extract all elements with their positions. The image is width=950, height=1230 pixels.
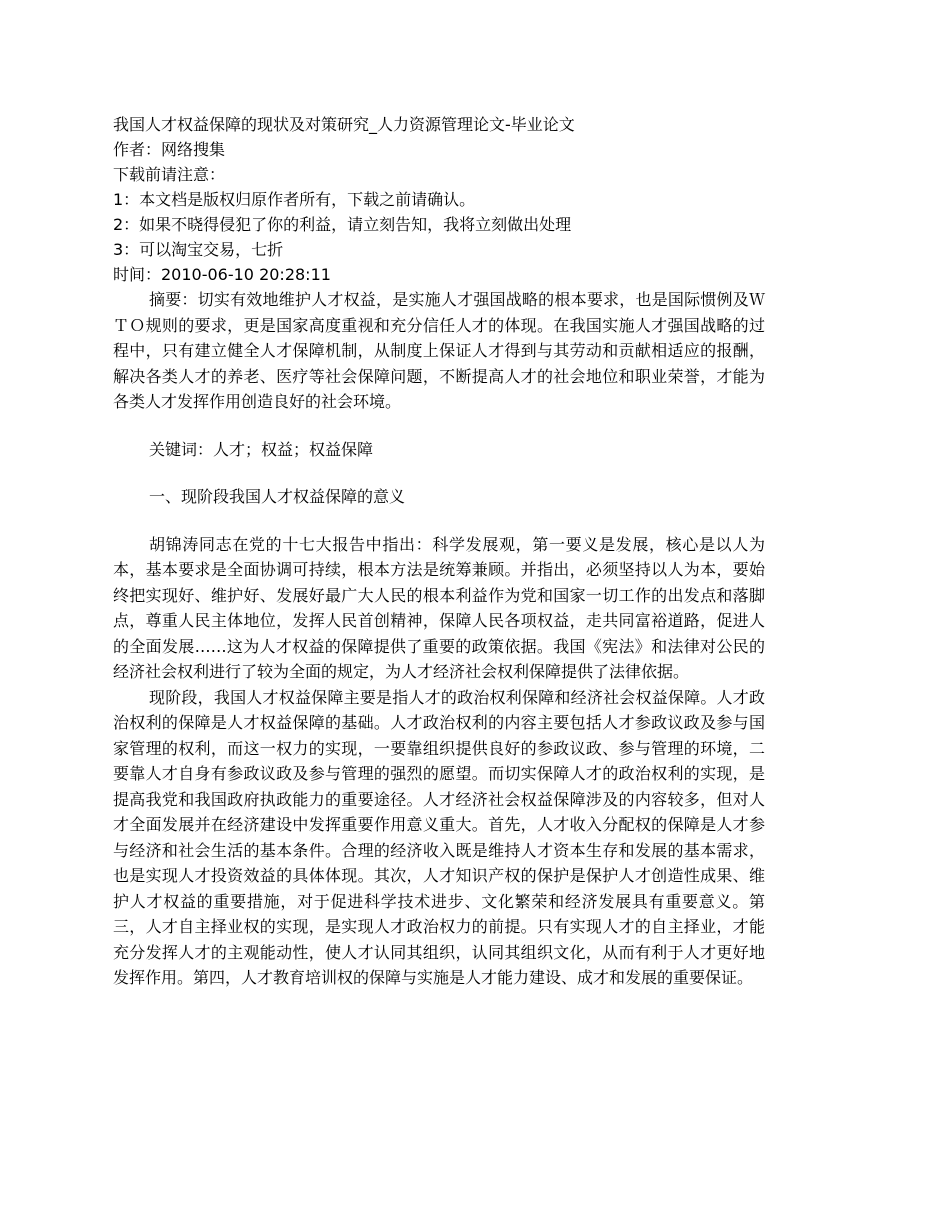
- notice-heading: 下载前请注意：: [113, 165, 226, 184]
- notice-item-1: 1：本文档是版权归原作者所有，下载之前请确认。: [113, 190, 476, 209]
- keywords-line: 关键词：人才；权益；权益保障: [149, 439, 374, 459]
- document-title: 我国人才权益保障的现状及对策研究_人力资源管理论文-毕业论文: [113, 115, 575, 134]
- document-page: [113, 112, 765, 991]
- document-author: 作者：网络搜集: [113, 140, 226, 159]
- section-heading: 一、现阶段我国人才权益保障的意义: [149, 487, 406, 506]
- document-time: 时间：2010-06-10 20:28:11: [113, 265, 331, 284]
- notice-item-2: 2：如果不晓得侵犯了你的利益，请立刻告知，我将立刻做出处理: [113, 215, 572, 234]
- notice-item-3: 3：可以淘宝交易，七折: [113, 240, 284, 259]
- body-paragraph-2: 现阶段，我国人才权益保障主要是指人才的政治权利保障和经济社会权益保障。人才政治权利的保障是人才权益保障的基础。人才政治权利的内容主要包括人才参政议政及参与国家管理的权利，而这一权力的实现，一要靠组织提供良好的参政议政、参与管理的环境，二要靠人才自身有参政议政及参与管理的强烈的愿望。而切实保障人才的政治权利的实现，是提高我党和我国政府执政能力的重要途径。人才经济社会权益保障涉及的内容较多，但对人才全面发展并在经济建设中发挥重要作用意义重大。首先，人才收入分配权的保障是人才参与经济和社会生活的基本条件。合理的经济收入既是维持人才资本生存和发展的基本需求，也是实现人才投资效益的具体体现。其次，人才知识产权的保护是保护人才创造性成果、维护人才权益的重要措施，对于促进科学技术进步、文化繁荣和经济发展具有重要意义。第三，人才自主择业权的实现，是实现人才政治权力的前提。只有实现人才的自主择业，才能充分发挥人才的主观能动性，使人才认同其组织，认同其组织文化，从而有利于人才更好地发挥作用。第四，人才教育培训权的保障与实施是人才能力建设、成才和发展的重要保证。: [113, 687, 765, 987]
- abstract-paragraph: 摘要：切实有效地维护人才权益，是实施人才强国战略的根本要求，也是国际惯例及ＷＴＯ规则的要求，更是国家高度重视和充分信任人才的体现。在我国实施人才强国战略的过程中，只有建立健全人才保障机制，从制度上保证人才得到与其劳动和贡献相适应的报酬，解决各类人才的养老、医疗等社会保障问题，不断提高人才的社会地位和职业荣誉，才能为各类人才发挥作用创造良好的社会环境。: [113, 290, 765, 411]
- body-paragraph-1: 胡锦涛同志在党的十七大报告中指出：科学发展观，第一要义是发展，核心是以人为本，基本要求是全面协调可持续，根本方法是统筹兼顾。并指出，必须坚持以人为本，要始终把实现好、维护好、发展好最广大人民的根本利益作为党和国家一切工作的出发点和落脚点，尊重人民主体地位，发挥人民首创精神，保障人民各项权益，走共同富裕道路，促进人的全面发展……这为人才权益的保障提供了重要的政策依据。我国《宪法》和法律对公民的经济社会权利进行了较为全面的规定，为人才经济社会权利保障提供了法律依据。: [113, 534, 765, 681]
